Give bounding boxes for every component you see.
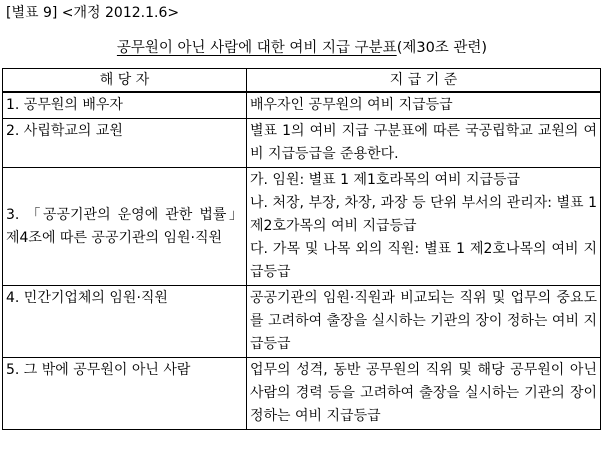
title-suffix: (제30조 관련) <box>396 40 488 56</box>
row-standard: 공공기관의 임원·직원과 비교되는 직위 및 업무의 중요도를 고려하여 출장을 실시하는 기관의 장이 정하는 여비 지급등급 <box>247 286 601 358</box>
standard-item-da: 다. 가목 및 나목 외의 직원: 별표 1 제2호나목의 여비 지급등급 <box>250 241 597 280</box>
row-standard: 별표 1의 여비 지급 구분표에 따른 국공립학교 교원의 여비 지급등급을 준용한다. <box>247 119 601 168</box>
table-row <box>3 92 601 119</box>
table-row <box>3 168 601 286</box>
table-row <box>3 358 601 430</box>
header-target: 해 당 자 <box>3 69 247 93</box>
row-standard: 배우자인 공무원의 여비 지급등급 <box>247 92 601 119</box>
title-main: 공무원이 아닌 사람에 대한 여비 지급 구분표 <box>116 40 397 56</box>
table-header-row <box>3 69 601 93</box>
annex-tag: [별표 9] <개정 2012.1.6> <box>6 5 180 21</box>
document-title <box>0 36 604 57</box>
header-standard: 지 급 기 준 <box>247 69 601 93</box>
standard-item-ga: 가. 임원: 별표 1 제1호라목의 여비 지급등급 <box>250 172 521 188</box>
standard-item-na: 나. 처장, 부장, 차장, 과장 등 단위 부서의 관리자: 별표 1 제2호가목의 여비 지급등급 <box>250 195 597 234</box>
row-standard <box>247 168 601 286</box>
row-target: 4. 민간기업체의 임원·직원 <box>3 286 247 358</box>
row-target: 5. 그 밖에 공무원이 아닌 사람 <box>3 358 247 430</box>
row-standard: 업무의 성격, 동반 공무원의 직위 및 해당 공무원이 아닌 사람의 경력 등을 고려하여 출장을 실시하는 기관의 장이 정하는 여비 지급등급 <box>247 358 601 430</box>
row-target: 3. 「공공기관의 운영에 관한 법률」 제4조에 따른 공공기관의 임원·직원 <box>3 168 247 286</box>
travel-expense-table <box>2 68 601 430</box>
table-row <box>3 119 601 168</box>
table-row <box>3 286 601 358</box>
row-target: 1. 공무원의 배우자 <box>3 92 247 119</box>
row-target: 2. 사립학교의 교원 <box>3 119 247 168</box>
